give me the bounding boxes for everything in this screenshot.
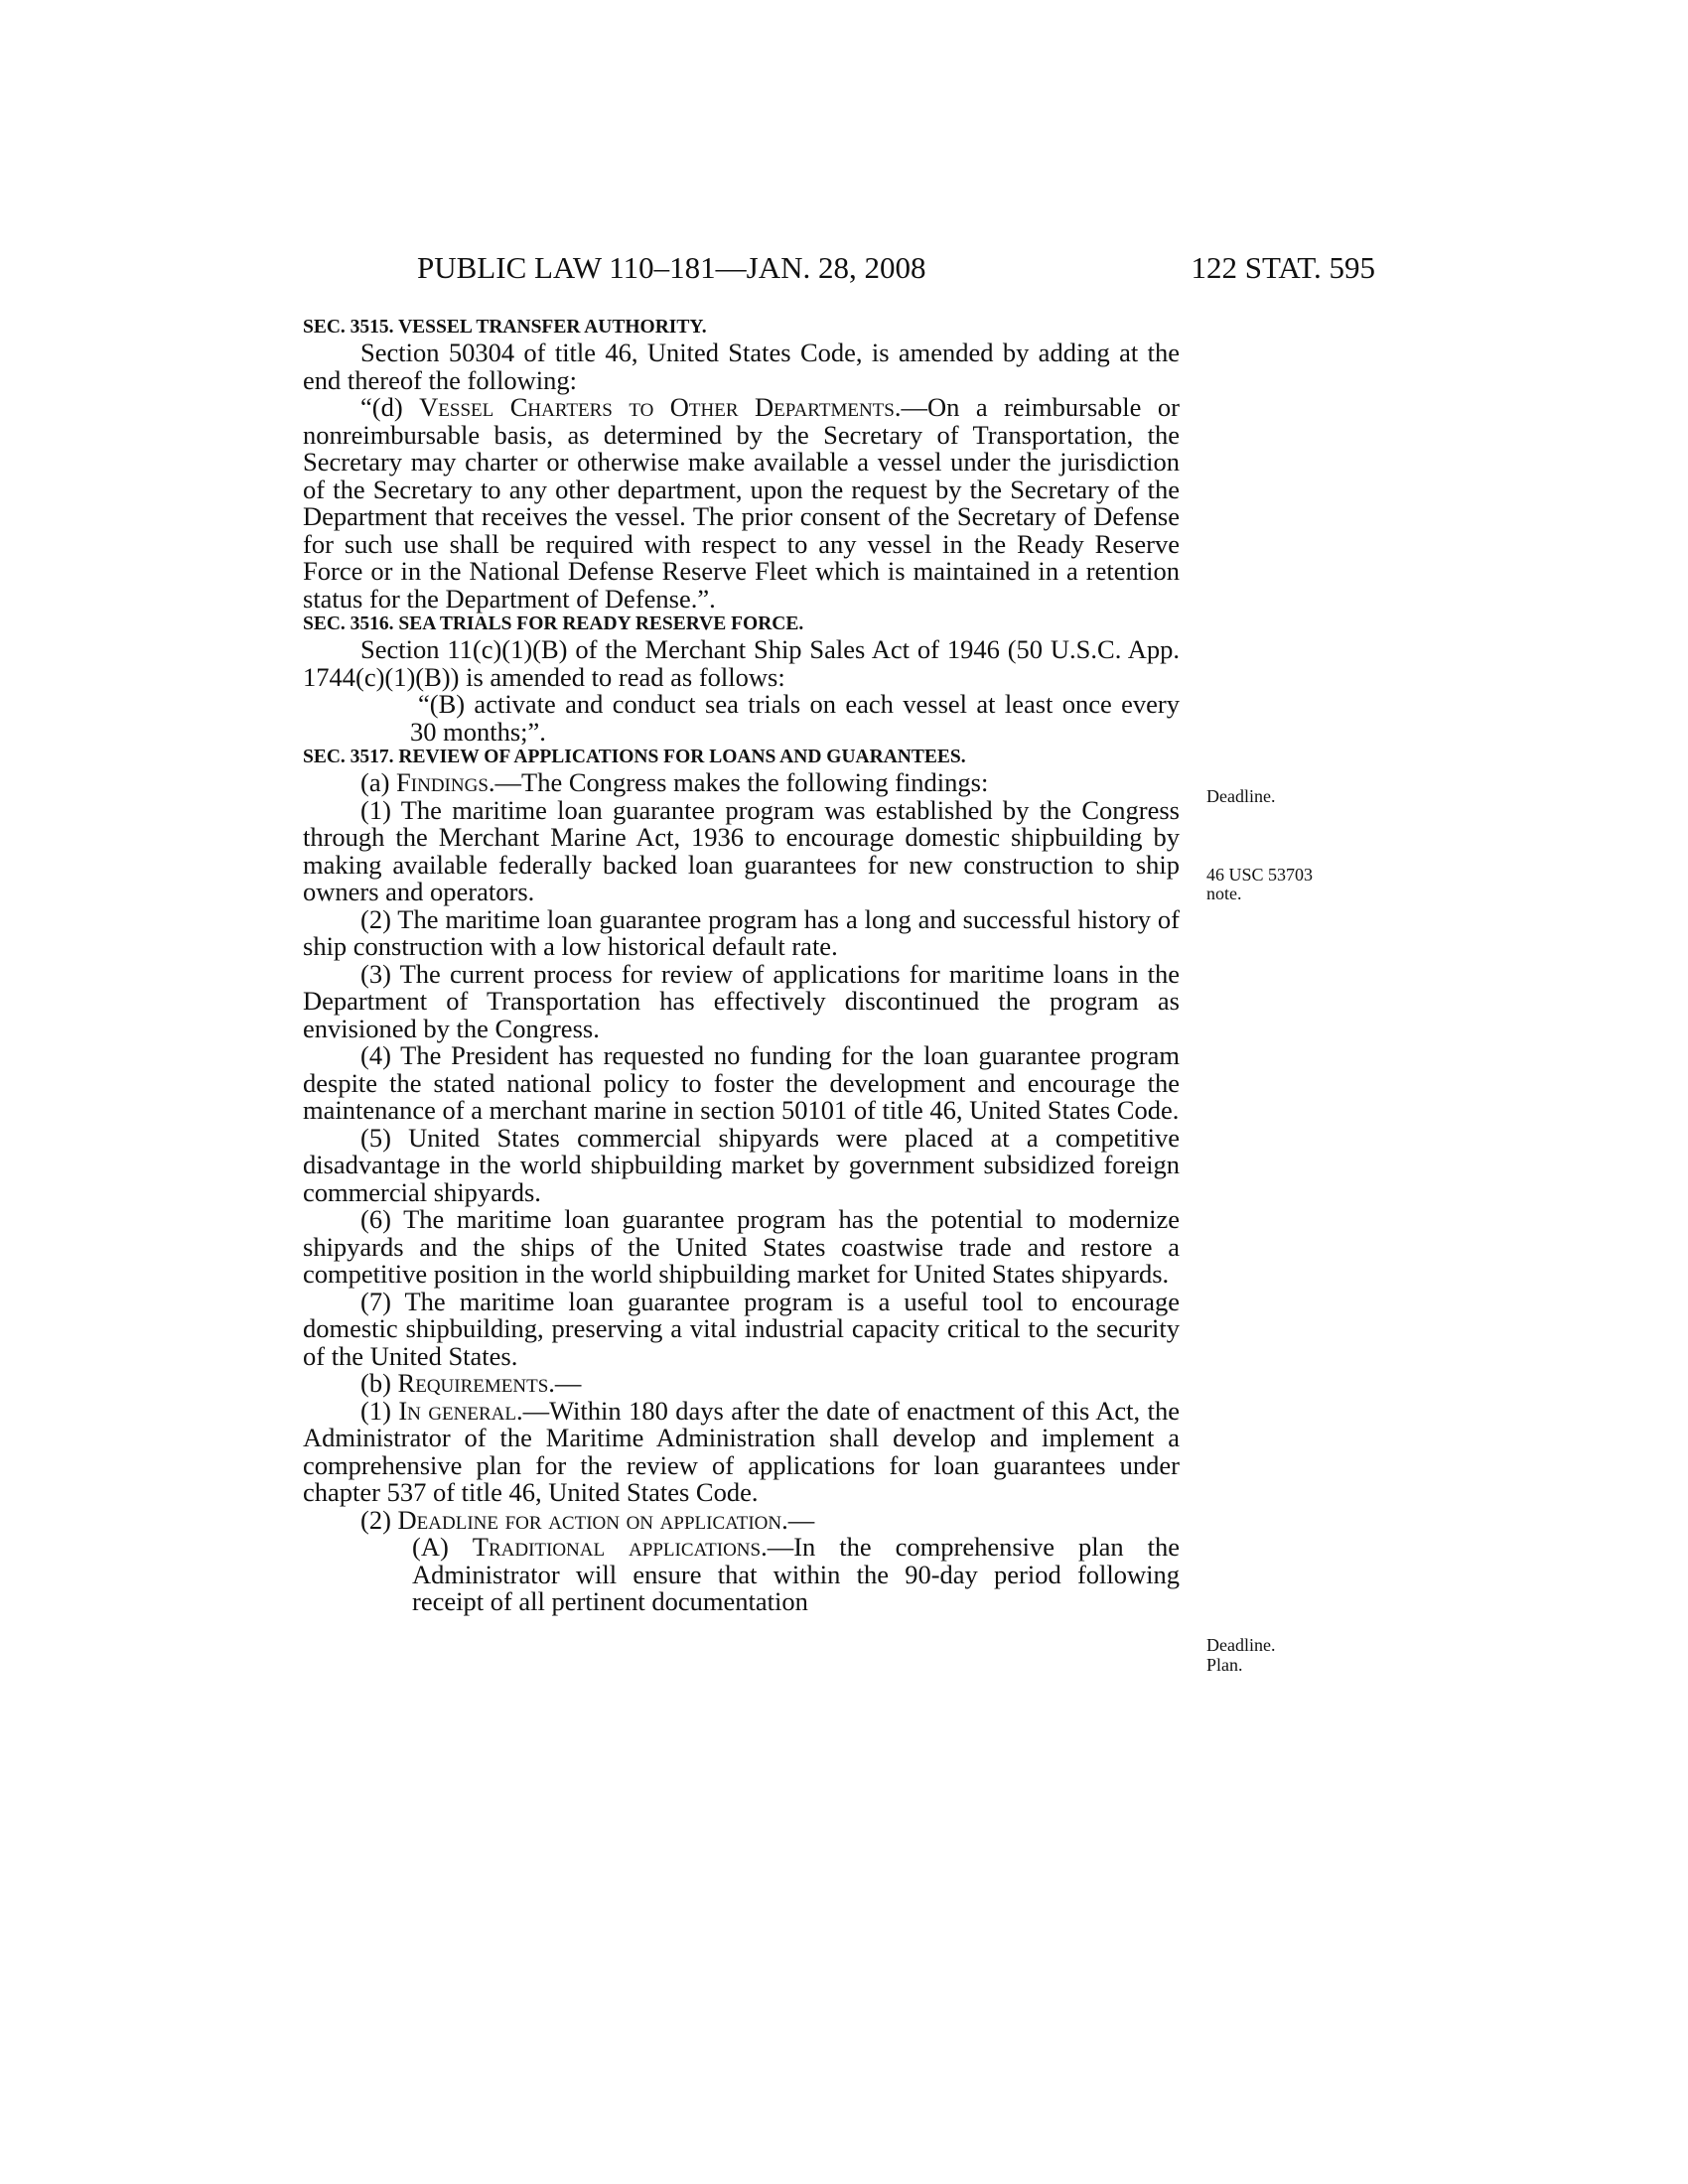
paragraph-b1-text: —Within 180 days after the date of enactment of this Act, the Administrator of the Maritime Administration shall develop and implement a comprehensive plan for the review of applications for loan guarantees under chapter 537 of title 46, United States Code. <box>303 1395 1180 1507</box>
paragraph-b2-heading: Deadline for action on application. <box>397 1504 788 1535</box>
paragraph-b2 <box>303 1504 1180 1535</box>
paragraph-b2-text: — <box>787 1504 815 1535</box>
statute-text <box>303 316 1180 1616</box>
section-3515-heading: SEC. 3515. VESSEL TRANSFER AUTHORITY. <box>303 317 707 338</box>
section-3516-heading: SEC. 3516. SEA TRIALS FOR READY RESERVE FORCE. <box>303 614 804 634</box>
subsection-b <box>303 1370 1180 1398</box>
subsection-a-heading: Findings. <box>396 767 495 797</box>
page-header <box>303 248 1375 288</box>
running-head: PUBLIC LAW 110–181—JAN. 28, 2008 <box>417 250 926 285</box>
subparagraph-b2A-text: —In the comprehensive plan the Administrator will ensure that within the 90-day period following receipt of all pertinent documentation <box>412 1532 1180 1616</box>
finding-1: (1) The maritime loan guarantee program was established by the Congress through the Merchant Marine Act, 1936 to encourage domestic shipbuilding by making available federally backed loan guarantees for new construction to ship owners and operators. <box>303 794 1180 906</box>
paragraph-b1 <box>303 1395 1180 1507</box>
margin-note-plan: Plan. <box>1206 1655 1243 1675</box>
paragraph-b2-lead: (2) <box>360 1504 398 1535</box>
subsection-a-text: —The Congress makes the following findings: <box>494 767 989 797</box>
subsection-b-text: — <box>554 1368 582 1398</box>
page-number: 122 STAT. 595 <box>1191 250 1375 285</box>
subsection-a <box>303 769 1180 797</box>
finding-6: (6) The maritime loan guarantee program has the potential to modernize shipyards and the ships of the United States coastwise trade and restore a competitive position in the world shipbuilding market for United States shipyards. <box>303 1204 1180 1289</box>
paragraph-b1-lead: (1) <box>360 1395 399 1426</box>
section-3515-paragraph: Section 50304 of title 46, United States Code, is amended by adding at the end thereof the following: <box>303 338 1180 395</box>
margin-note-usc-line2: note. <box>1206 884 1242 903</box>
margin-note-deadline: Deadline. <box>1206 786 1276 806</box>
finding-3: (3) The current process for review of applications for maritime loans in the Department of Transportation has effectively discontinued the program as envisioned by the Congress. <box>303 958 1180 1043</box>
subparagraph-b2A <box>303 1534 1180 1616</box>
subsection-b-heading: Requirements. <box>397 1368 555 1398</box>
subsection-d-text: —On a reimbursable or nonreimbursable basis, as determined by the Secretary of Transportation, the Secretary may charter or otherwise make available a vessel under the jurisdiction of the Secretary to any other department, upon the request by the Secretary of the Department that receives the vessel. The prior consent of the Secretary of Defense for such use shall be required with respect to any vessel in the Ready Reserve Force or in the National Defense Reserve Fleet which is maintained in a retention status for the Department of Defense.”. <box>303 392 1180 614</box>
subsection-d-lead: “(d) <box>360 392 420 422</box>
section-3516-paragraph: Section 11(c)(1)(B) of the Merchant Ship Sales Act of 1946 (50 U.S.C. App. 1744(c)(1)(B)) is amended to read as follows: <box>303 634 1180 692</box>
margin-note-deadline-2: Deadline. <box>1206 1635 1276 1655</box>
subparagraph-b2A-lead: (A) <box>412 1532 473 1562</box>
subsection-a-lead: (a) <box>360 767 397 797</box>
subsection-b-lead: (b) <box>360 1368 398 1398</box>
section-3517-heading: SEC. 3517. REVIEW OF APPLICATIONS FOR LOANS AND GUARANTEES. <box>303 747 966 767</box>
paragraph-b1-heading: In general. <box>398 1395 523 1426</box>
margin-note-usc-line1: 46 USC 53703 <box>1206 865 1314 885</box>
subsection-d-heading: Vessel Charters to Other Departments. <box>419 392 902 422</box>
finding-5: (5) United States commercial shipyards were placed at a competitive disadvantage in the world shipbuilding market by government subsidized foreign commercial shipyards. <box>303 1122 1180 1207</box>
subsection-d <box>303 394 1180 613</box>
subparagraph-b2A-heading: Traditional applications. <box>472 1532 768 1562</box>
finding-2: (2) The maritime loan guarantee program has a long and successful history of ship construction with a low historical default rate. <box>303 903 1180 961</box>
section-3516-quote: “(B) activate and conduct sea trials on each vessel at least once every 30 months;”. <box>410 689 1180 747</box>
finding-4: (4) The President has requested no funding for the loan guarantee program despite the stated national policy to foster the development and encourage the maintenance of a merchant marine in section 50101 of title 46, United States Code. <box>303 1040 1180 1125</box>
finding-7: (7) The maritime loan guarantee program is a useful tool to encourage domestic shipbuilding, preserving a vital industrial capacity critical to the security of the United States. <box>303 1286 1180 1371</box>
